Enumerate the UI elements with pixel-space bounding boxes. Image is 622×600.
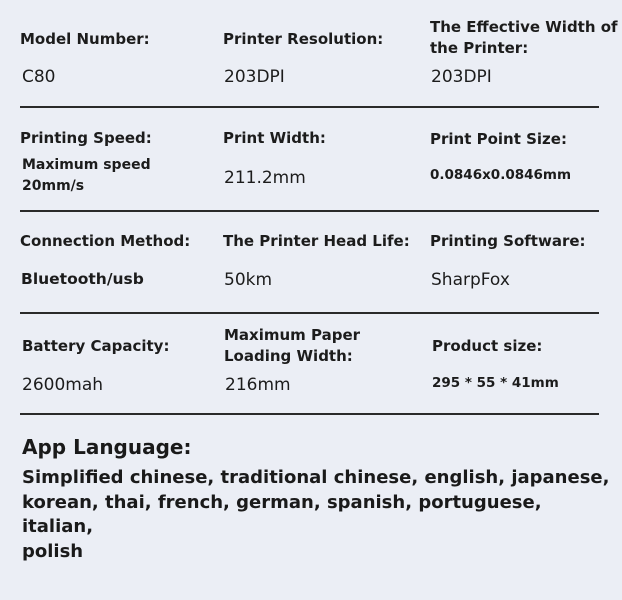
printer-resolution-value: 203DPI xyxy=(224,67,285,87)
battery-capacity-label: Battery Capacity: xyxy=(22,337,170,355)
print-point-size-label: Print Point Size: xyxy=(430,130,567,148)
connection-method-label: Connection Method: xyxy=(20,232,191,250)
row-divider-2 xyxy=(20,210,599,212)
print-point-size-value: 0.0846x0.0846mm xyxy=(430,167,572,183)
app-language-line3: polish xyxy=(22,540,84,562)
effective-width-label-line2: the Printer: xyxy=(430,39,529,57)
printer-resolution-label: Printer Resolution: xyxy=(223,30,384,48)
model-number-label: Model Number: xyxy=(20,30,150,48)
head-life-value: 50km xyxy=(224,270,273,290)
app-language-line2: korean, thai, french, german, spanish, portuguese, italian, xyxy=(22,491,542,537)
connection-method-value: Bluetooth/usb xyxy=(21,270,144,288)
print-width-label: Print Width: xyxy=(223,129,326,147)
app-language-line1: Simplified chinese, traditional chinese, english, japanese, xyxy=(22,467,610,488)
model-number-value: C80 xyxy=(22,67,56,87)
printing-speed-value-line1: Maximum speed xyxy=(22,157,151,173)
app-language-title: App Language: xyxy=(22,435,192,459)
effective-width-value: 203DPI xyxy=(431,67,492,87)
battery-capacity-value: 2600mah xyxy=(22,375,104,395)
max-paper-width-label-line2: Loading Width: xyxy=(224,347,353,365)
product-size-label: Product size: xyxy=(432,337,543,355)
printing-software-value: SharpFox xyxy=(431,270,510,290)
row-divider-3 xyxy=(20,312,599,314)
head-life-label: The Printer Head Life: xyxy=(223,232,410,250)
row-divider-4 xyxy=(20,413,599,415)
max-paper-width-value: 216mm xyxy=(225,375,291,395)
printing-speed-label: Printing Speed: xyxy=(20,129,152,147)
max-paper-width-label-line1: Maximum Paper xyxy=(224,326,361,344)
app-language-list xyxy=(22,466,612,564)
effective-width-label-line1: The Effective Width of xyxy=(430,18,618,36)
product-size-value: 295 * 55 * 41mm xyxy=(432,375,559,391)
print-width-value: 211.2mm xyxy=(224,168,306,188)
max-paper-width-label xyxy=(224,325,360,367)
printing-speed-value-line2: 20mm/s xyxy=(22,178,85,194)
printing-software-label: Printing Software: xyxy=(430,232,586,250)
effective-width-label xyxy=(430,17,618,59)
printing-speed-value xyxy=(22,155,151,197)
row-divider-1 xyxy=(20,106,599,108)
